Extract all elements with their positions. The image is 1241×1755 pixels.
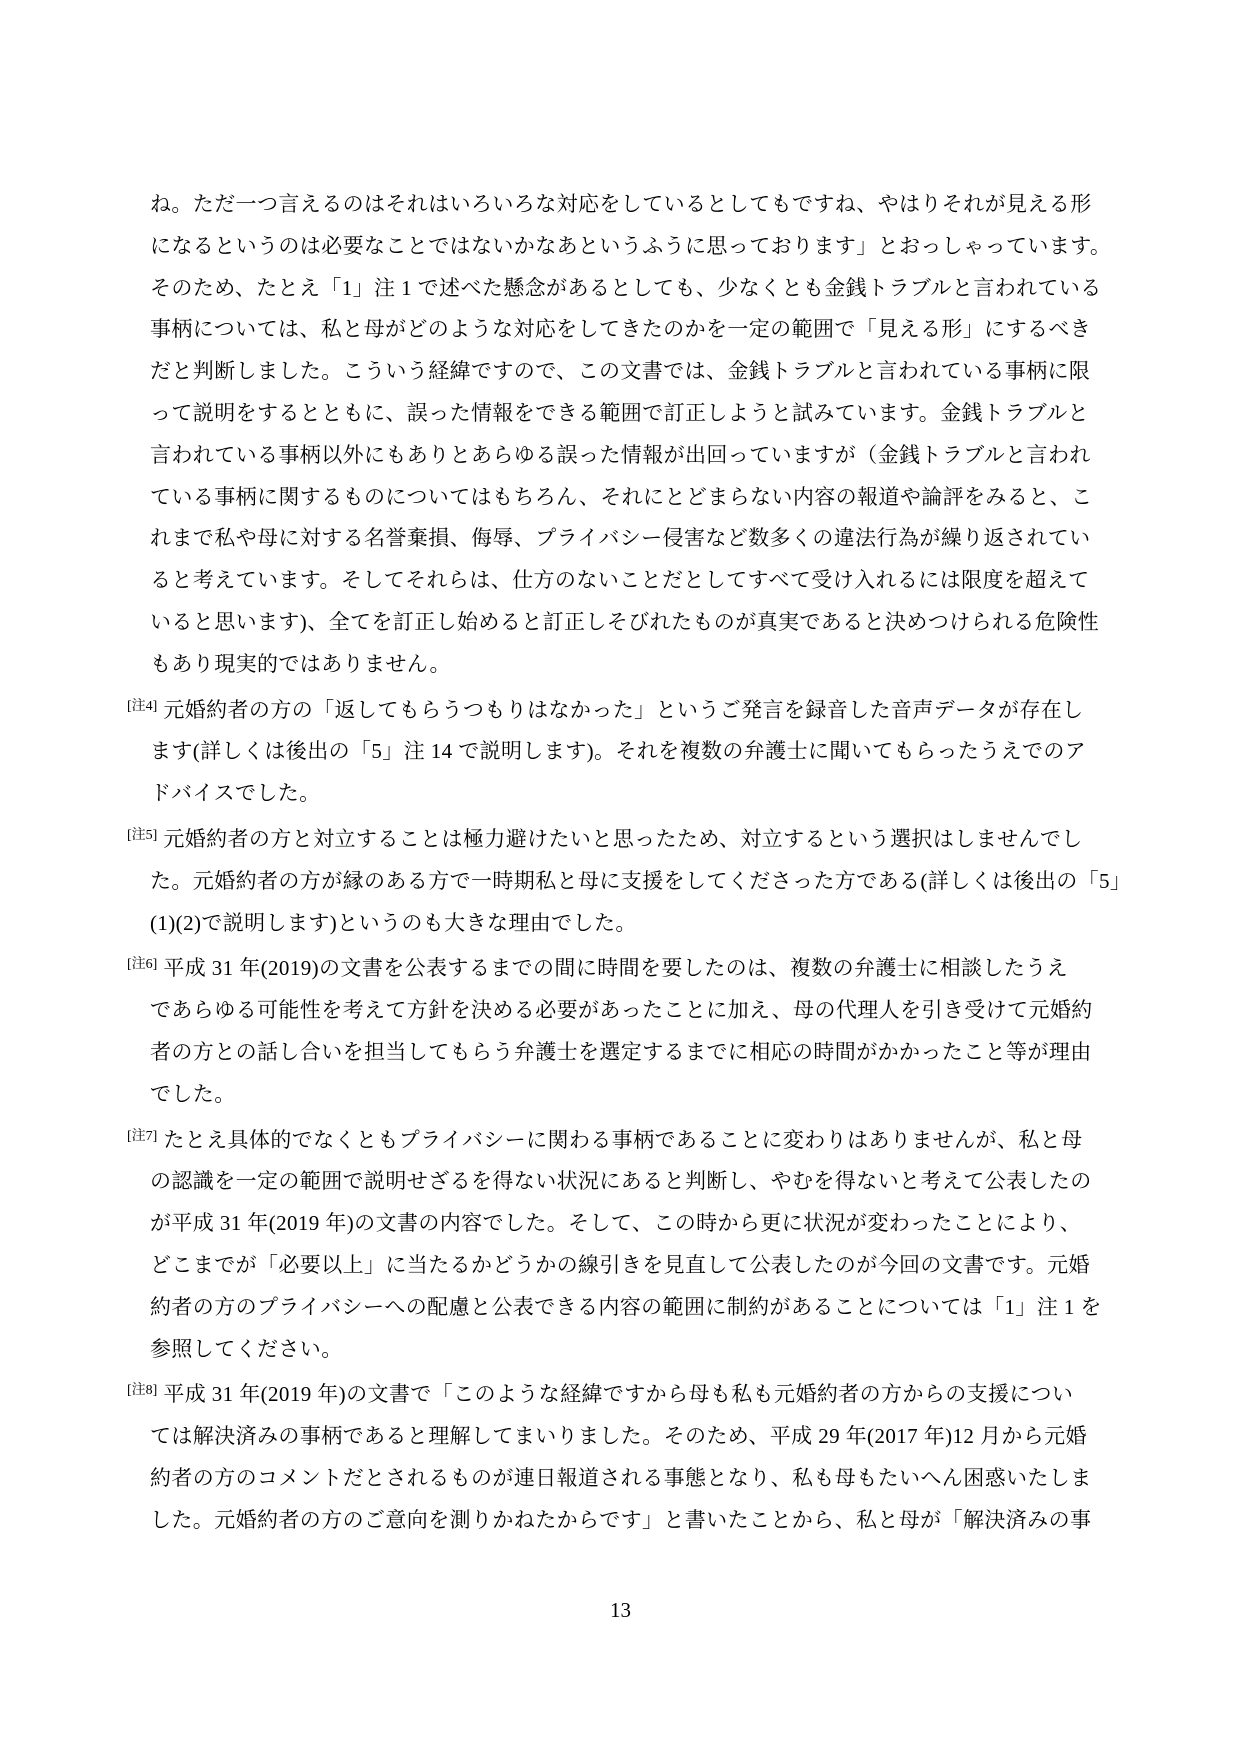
text-line: だと判断しました。こういう経緯ですので、この文書では、金銭トラブルと言われている事柄に限	[150, 359, 1091, 384]
document-content	[127, 184, 1132, 1542]
text-line: 者の方との話し合いを担当してもらう弁護士を選定するまでに相応の時間がかかったこと等が理由	[150, 1039, 1092, 1064]
text-line: ると考えています。そしてそれらは、仕方のないことだとしてすべて受け入れるには限度を超えて	[150, 568, 1090, 593]
text-line: れまで私や母に対する名誉棄損、侮辱、プライバシー侵害など数多くの違法行為が繰り返されてい	[150, 526, 1091, 551]
text-line: ては解決済みの事柄であると理解してまいりました。そのため、平成 29 年(2017 年)12 月から元婚	[150, 1424, 1087, 1449]
paragraph-block	[150, 184, 1128, 686]
text-line: ている事柄に関するものについてはもちろん、それにとどまらない内容の報道や論評をみると、こ	[150, 484, 1093, 509]
text-line: いると思います)、全てを訂正し始めると訂正しそびれたものが真実であると決めつけられる危険性	[150, 609, 1099, 634]
footnote-block	[127, 1116, 1128, 1371]
text-line: ドバイスでした。	[150, 781, 321, 806]
text-line: 参照してください。	[150, 1336, 343, 1361]
footnote-marker: [注8]	[127, 1383, 158, 1399]
page-number: 13	[610, 1598, 631, 1622]
text-line: [注7] たとえ具体的でなくともプライバシーに関わる事柄であることに変わりはありませんが、私と母	[150, 1116, 1128, 1162]
text-line: [注5] 元婚約者の方と対立することは極力避けたいと思ったため、対立するという選択はしませんでし	[150, 815, 1128, 861]
text-line: (1)(2)で説明します)というのも大きな理由でした。	[150, 910, 637, 935]
text-line: もあり現実的ではありません。	[150, 651, 451, 676]
text-line: 約者の方のプライバシーへの配慮と公表できる内容の範囲に制約があることについては「1」注 1 を	[150, 1294, 1102, 1319]
text-line: でした。	[150, 1081, 236, 1106]
footnote-marker: [注5]	[127, 827, 158, 843]
text-line: の認識を一定の範囲で説明せざるを得ない状況にあると判断し、やむを得ないと考えて公表したの	[150, 1169, 1092, 1194]
footnote-marker: [注6]	[127, 957, 158, 973]
footnote-marker: [注7]	[127, 1128, 158, 1144]
text-line: どこまでが「必要以上」に当たるかどうかの線引きを見直して公表したのが今回の文書です。元婚	[150, 1252, 1090, 1277]
footnote-block	[127, 815, 1132, 944]
text-line: た。元婚約者の方が縁のある方で一時期私と母に支援をしてくださった方である(詳しくは後出の「5」	[150, 868, 1132, 893]
text-line: って説明をするとともに、誤った情報をできる範囲で訂正しようと試みています。金銭トラブルと	[150, 400, 1090, 425]
footnote-block	[127, 686, 1128, 815]
text-line: [注6] 平成 31 年(2019)の文書を公表するまでの間に時間を要したのは、複数の弁護士に相談したうえ	[150, 944, 1128, 990]
footnote-block	[127, 1370, 1128, 1541]
text-line: [注4] 元婚約者の方の「返してもらうつもりはなかった」というご発言を録音した音声データが存在し	[150, 686, 1128, 732]
text-line: 約者の方のコメントだとされるものが連日報道される事態となり、私も母もたいへん困惑いたしま	[150, 1465, 1092, 1490]
text-line: そのため、たとえ「1」注 1 で述べた懸念があるとしても、少なくとも金銭トラブルと言われている	[150, 275, 1102, 300]
text-line: [注8] 平成 31 年(2019 年)の文書で「このような経緯ですから母も私も元婚約者の方からの支援につい	[150, 1370, 1128, 1416]
text-line: ます(詳しくは後出の「5」注 14 で説明します)。それを複数の弁護士に聞いてもらったうえでのア	[150, 739, 1087, 764]
text-line: 言われている事柄以外にもありとあらゆる誤った情報が出回っていますが（金銭トラブルと言われ	[150, 442, 1091, 467]
text-line: ね。ただ一つ言えるのはそれはいろいろな対応をしているとしてもですね、やはりそれが見える形	[150, 192, 1092, 216]
text-line: であらゆる可能性を考えて方針を決める必要があったことに加え、母の代理人を引き受けて元婚約	[150, 998, 1093, 1023]
text-line: 事柄については、私と母がどのような対応をしてきたのかを一定の範囲で「見える形」にするべき	[150, 317, 1092, 342]
footnote-marker: [注4]	[127, 698, 158, 714]
footnote-block	[127, 944, 1128, 1115]
text-line: になるというのは必要なことではないかなあというふうに思っております」とおっしゃっています。	[150, 233, 1112, 258]
text-line: した。元婚約者の方のご意向を測りかねたからです」と書いたことから、私と母が「解決済みの事	[150, 1507, 1092, 1532]
text-line: が平成 31 年(2019 年)の文書の内容でした。そして、この時から更に状況が変わったことにより、	[150, 1211, 1082, 1236]
